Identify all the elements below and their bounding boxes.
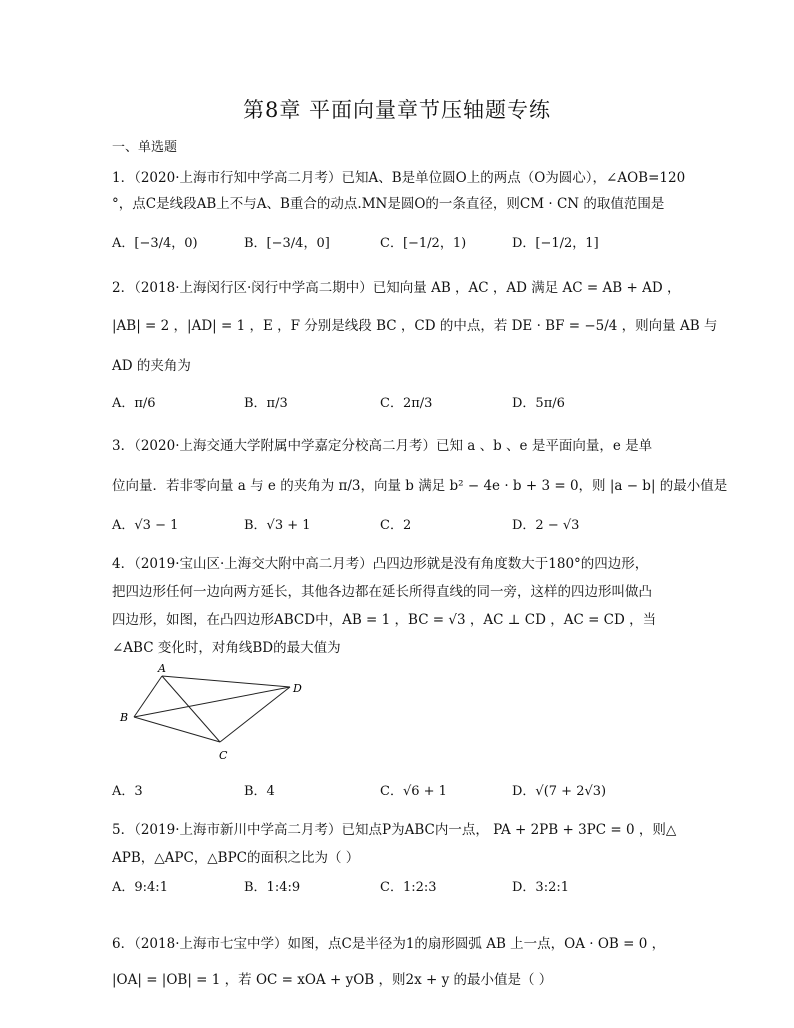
q5-option-a[interactable]: A．9:4:1 [112, 880, 168, 895]
q5-line-2: APB，△APC，△BPC的面积之比为（ ） [112, 850, 360, 866]
q4-option-b[interactable]: B．4 [244, 784, 275, 799]
q1-options [112, 232, 712, 262]
q1-option-d[interactable]: D．[−1/2，1] [512, 236, 599, 251]
q4-option-a[interactable]: A．3 [112, 784, 143, 799]
q4-option-c[interactable]: C．√6 + 1 [380, 784, 447, 799]
figure-label-b: B [120, 711, 129, 724]
q4-line-1: 4．（2019·宝山区·上海交大附中高二月考）凸四边形就是没有角度数大于180°的四边形， [112, 556, 649, 572]
q2-option-b[interactable]: B．π/3 [244, 396, 288, 411]
q2-line-1: 2．（2018·上海闵行区·闵行中学高二期中）已知向量 AB ，AC ，AD 满足 AC = AB + AD ， [112, 280, 681, 296]
q4-line-2: 把四边形任何一边向两方延长，其他各边都在延长所得直线的同一旁，这样的四边形叫做凸 [112, 584, 652, 600]
q3-line-1: 3．（2020·上海交通大学附属中学嘉定分校高二月考）已知 a 、b 、e 是平面向量，e 是单 [112, 438, 653, 454]
figure-label-a: A [158, 662, 166, 675]
q5-option-b[interactable]: B．1:4:9 [244, 880, 301, 895]
q1-line-1: 1．（2020·上海市行知中学高二月考）已知A、B是单位圆O上的两点（O为圆心），∠AOB=120 [112, 170, 686, 186]
q5-option-c[interactable]: C．1:2:3 [380, 880, 437, 895]
q2-option-c[interactable]: C．2π/3 [380, 396, 433, 411]
figure-label-d: D [293, 682, 302, 695]
q5-options [112, 876, 712, 906]
q2-option-d[interactable]: D．5π/6 [512, 396, 565, 411]
q2-line-2: |AB| = 2 ，|AD| = 1 ，E ，F 分别是线段 BC ，CD 的中点，若 DE · BF = −5/4 ，则向量 AB 与 [112, 318, 718, 334]
q1-option-c[interactable]: C．[−1/2，1) [380, 236, 467, 251]
q3-option-c[interactable]: C．2 [380, 518, 412, 533]
q4-line-3: 四边形，如图，在凸四边形ABCD中，AB = 1 ，BC = √3 ，AC ⊥ CD ，AC = CD ，当 [112, 612, 657, 628]
q2-option-a[interactable]: A．π/6 [112, 396, 156, 411]
q1-option-a[interactable]: A．[−3/4，0) [112, 236, 198, 251]
q5-line-1: 5．（2019·上海市新川中学高二月考）已知点P为ABC内一点， PA + 2PB + 3PC = 0 ，则△ [112, 822, 677, 838]
q6-line-1: 6．（2018·上海市七宝中学）如图，点C是半径为1的扇形圆弧 AB 上一点，OA · OB = 0 ， [112, 936, 666, 952]
q3-option-a[interactable]: A．√3 − 1 [112, 518, 179, 533]
q3-line-2: 位向量．若非零向量 a 与 e 的夹角为 π/3，向量 b 满足 b² − 4e · b + 3 = 0，则 |a − b| 的最小值是 [112, 478, 728, 494]
q4-option-d[interactable]: D．√(7 + 2√3) [512, 784, 607, 799]
figure-label-c: C [219, 749, 228, 762]
q3-option-b[interactable]: B．√3 + 1 [244, 518, 311, 533]
q5-option-d[interactable]: D．3:2:1 [512, 880, 569, 895]
q4-line-4: ∠ABC 变化时，对角线BD的最大值为 [112, 640, 341, 656]
q6-line-2: |OA| = |OB| = 1 ，若 OC = xOA + yOB ，则2x + y 的最小值是（ ） [112, 972, 553, 988]
q3-option-d[interactable]: D．2 − √3 [512, 518, 580, 533]
q4-options [112, 780, 712, 810]
quadrilateral-figure [112, 662, 322, 772]
q1-option-b[interactable]: B．[−3/4，0] [244, 236, 330, 251]
q3-options [112, 514, 712, 544]
section-heading: 一、单选题 [112, 140, 178, 155]
page-title: 第8章 平面向量章节压轴题专练 [242, 98, 552, 122]
q2-options [112, 392, 712, 422]
q1-line-2: °，点C是线段AB上不与A、B重合的动点.MN是圆O的一条直径，则CM · CN 的取值范围是 [112, 196, 665, 212]
q2-line-3: AD 的夹角为 [112, 358, 191, 374]
